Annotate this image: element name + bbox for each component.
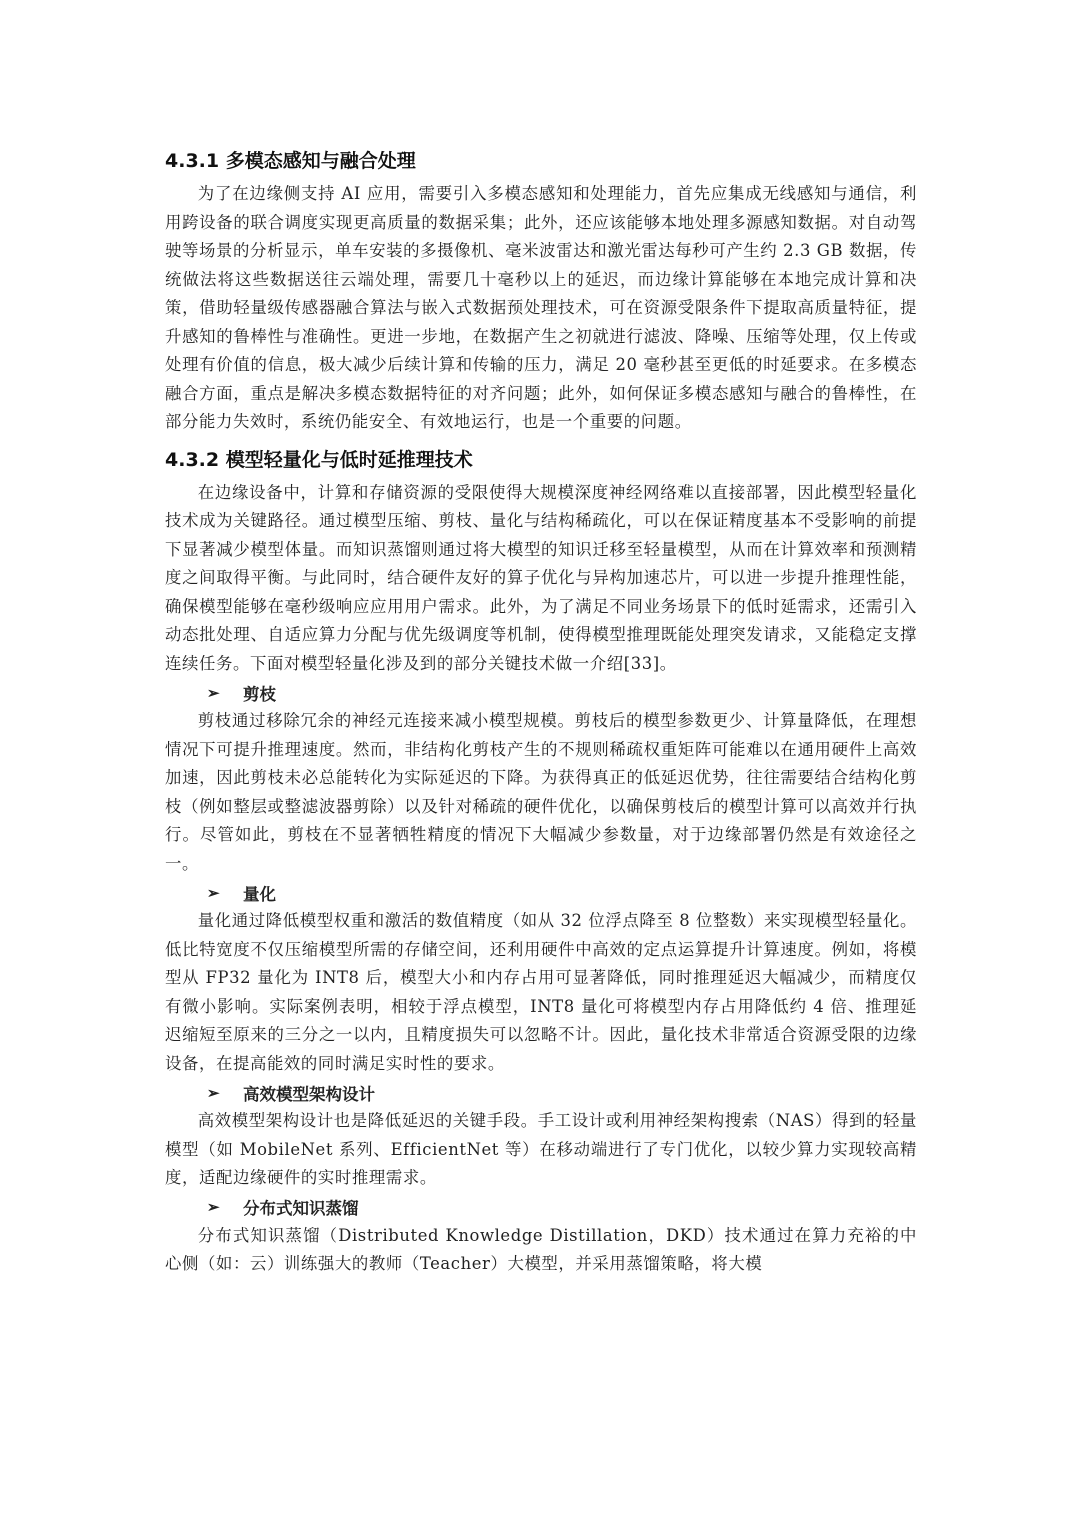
arrow-bullet-icon: ➢: [207, 1083, 220, 1102]
arrow-bullet-icon: ➢: [207, 683, 220, 702]
section-4-3-2-paragraph: 在边缘设备中，计算和存储资源的受限使得大规模深度神经网络难以直接部署，因此模型轻量化技术成为关键路径。通过模型压缩、剪枝、量化与结构稀疏化，可以在保证精度基本不受影响的前提下显著减少模型体量。而知识蒸馏则通过将大模型的知识迁移至轻量模型，从而在计算效率和预测精度之间取得平衡。与此同时，结合硬件友好的算子优化与异构加速芯片，可以进一步提升推理性能，确保模型能够在毫秒级响应应用用户需求。此外，为了满足不同业务场景下的低时延需求，还需引入动态批处理、自适应算力分配与优先级调度等机制，使得模型推理既能处理突发请求，又能稳定支撑连续任务。下面对模型轻量化涉及到的部分关键技术做一介绍[33]。: [165, 482, 917, 673]
quantization-paragraph: 量化通过降低模型权重和激活的数值精度（如从 32 位浮点降至 8 位整数）来实现模型轻量化。低比特宽度不仅压缩模型所需的存储空间，还利用硬件中高效的定点运算提升计算速度。例如，将模型从 FP32 量化为 INT8 后，模型大小和内存占用可显著降低，同时推理延迟大幅减少，而精度仅有微小影响。实际案例表明，相较于浮点模型，INT8 量化可将模型内存占用降低约 4 倍、推理延迟缩短至原来的三分之一以内，且精度损失可以忽略不计。因此，量化技术非常适合资源受限的边缘设备，在提高能效的同时满足实时性的要求。: [165, 911, 917, 1073]
section-4-3-1-paragraph: 为了在边缘侧支持 AI 应用，需要引入多模态感知和处理能力，首先应集成无线感知与通信，利用跨设备的联合调度实现更高质量的数据采集；此外，还应该能够本地处理多源感知数据。对自动驾驶等场景的分析显示，单车安装的多摄像机、毫米波雷达和激光雷达每秒可产生约 2.3 GB 数据，传统做法将这些数据送往云端处理，需要几十毫秒以上的延迟，而边缘计算能够在本地完成计算和决策，借助轻量级传感器融合算法与嵌入式数据预处理技术，可在资源受限条件下提取高质量特征，提升感知的鲁棒性与准确性。更进一步地，在数据产生之初就进行滤波、降噪、压缩等处理，仅上传或处理有价值的信息，极大减少后续计算和传输的压力，满足 20 毫秒甚至更低的时延要求。在多模态融合方面，重点是解决多模态数据特征的对齐问题；此外，如何保证多模态感知与融合的鲁棒性，在部分能力失效时，系统仍能安全、有效地运行，也是一个重要的问题。: [165, 184, 917, 431]
pruning-paragraph: 剪枝通过移除冗余的神经元连接来减小模型规模。剪枝后的模型参数更少、计算量降低，在理想情况下可提升推理速度。然而，非结构化剪枝产生的不规则稀疏权重矩阵可能难以在通用硬件上高效加速，因此剪枝未必总能转化为实际延迟的下降。为获得真正的低延迟优势，往往需要结合结构化剪枝（例如整层或整滤波器剪除）以及针对稀疏的硬件优化，以确保剪枝后的模型计算可以高效并行执行。尽管如此，剪枝在不显著牺牲精度的情况下大幅减少参数量，对于边缘部署仍然是有效途径之一。: [165, 711, 917, 873]
section-heading-4-3-1: 4.3.1 多模态感知与融合处理: [165, 150, 416, 172]
efficient-architecture-paragraph: 高效模型架构设计也是降低延迟的关键手段。手工设计或利用神经架构搜索（NAS）得到的轻量模型（如 MobileNet 系列、EfficientNet 等）在移动端进行了专门优化，以较少算力实现较高精度，适配边缘硬件的实时推理需求。: [165, 1111, 917, 1187]
bullet-title: 量化: [243, 884, 276, 904]
bullet-item-distributed-distillation: [165, 1193, 917, 1222]
arrow-bullet-icon: ➢: [207, 1198, 220, 1216]
document-body: [165, 146, 917, 1279]
distributed-distillation-paragraph: 分布式知识蒸馏（Distributed Knowledge Distillation，DKD）技术通过在算力充裕的中心侧（如：云）训练强大的教师（Teacher）大模型，并采用蒸馏策略，将大模: [165, 1225, 917, 1273]
bullet-item-quantization: [165, 878, 917, 907]
bullet-title: 高效模型架构设计: [243, 1084, 375, 1104]
bullet-title: 剪枝: [243, 684, 276, 704]
arrow-bullet-icon: ➢: [207, 883, 220, 902]
section-heading-4-3-2: 4.3.2 模型轻量化与低时延推理技术: [165, 448, 473, 471]
bullet-title: 分布式知识蒸馏: [243, 1199, 359, 1218]
bullet-item-pruning: [165, 678, 917, 707]
bullet-item-efficient-architecture: [165, 1078, 917, 1107]
